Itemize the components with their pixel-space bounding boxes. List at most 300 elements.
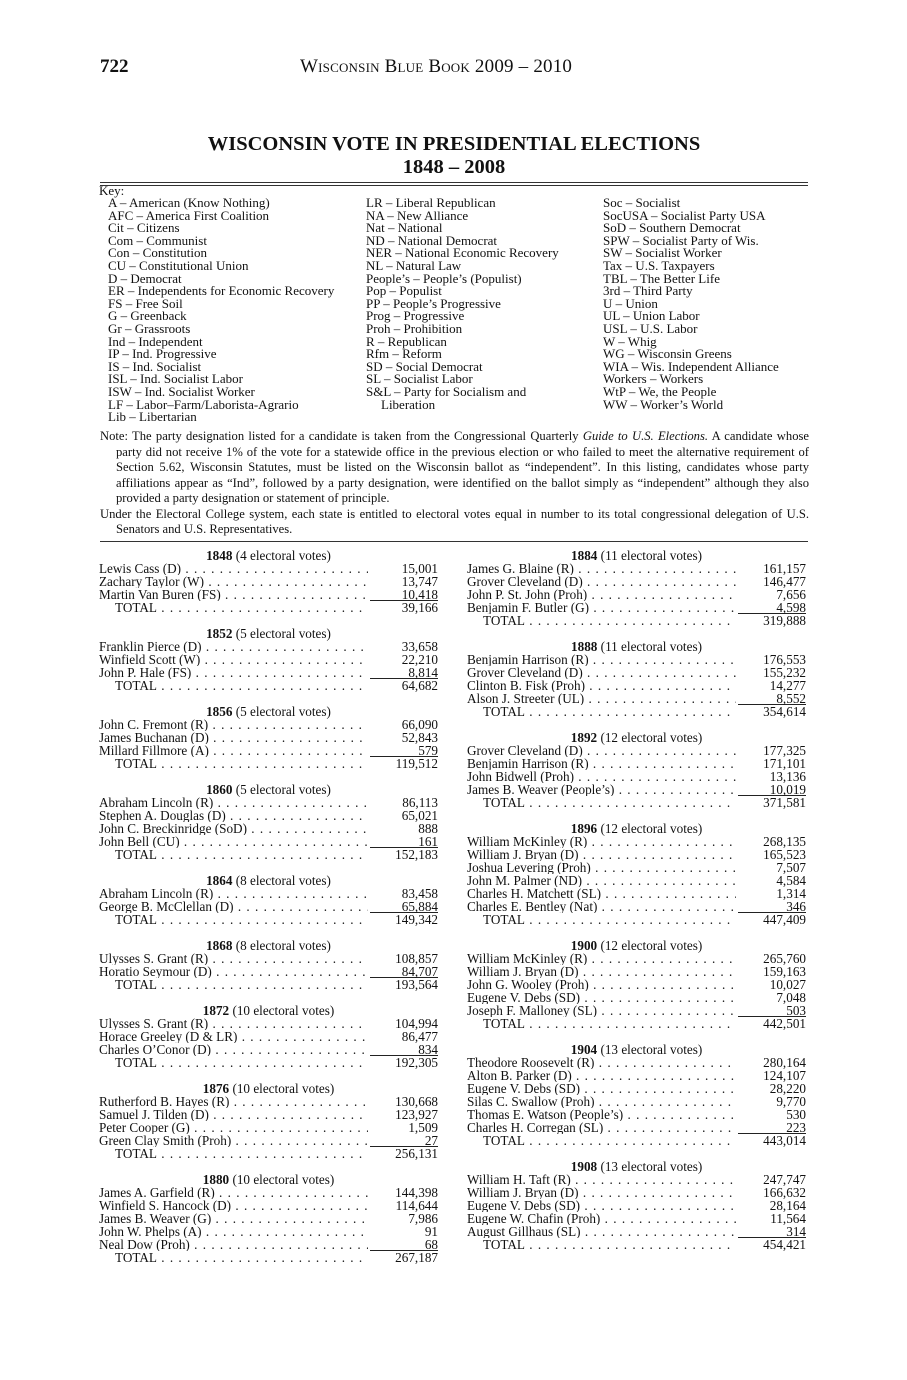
- candidate-name: John M. Palmer (ND) . . .: [467, 874, 736, 887]
- candidate-votes: 11,564: [770, 1211, 806, 1226]
- candidate-name: John Bidwell (Proh) . . .: [467, 770, 736, 783]
- candidate-row: [467, 562, 806, 575]
- candidate-votes: 86,113: [402, 795, 438, 810]
- total-votes: 447,409: [763, 912, 806, 927]
- election-heading: [467, 939, 806, 952]
- total-label: TOTAL . . .: [99, 601, 368, 614]
- candidate-name: James Buchanan (D) . . .: [99, 731, 368, 744]
- candidate-votes: 1,509: [408, 1120, 438, 1135]
- candidate-votes: 161,157: [763, 561, 806, 576]
- key-entry: WW – Worker’s World: [603, 396, 724, 412]
- candidate-votes: 7,656: [776, 587, 806, 602]
- candidate-name: William McKinley (R) . . .: [467, 952, 736, 965]
- election-heading: [99, 783, 438, 796]
- key-entry: IS – Ind. Socialist: [108, 358, 202, 374]
- candidate-votes: 114,644: [395, 1198, 438, 1213]
- candidate-votes: 104,994: [395, 1016, 438, 1031]
- page-number: 722: [100, 56, 129, 77]
- candidate-votes: 84,707: [370, 965, 438, 978]
- candidate-row: [467, 1095, 806, 1108]
- candidate-votes: 346: [738, 900, 806, 913]
- candidate-name: James B. Weaver (G) . . .: [99, 1212, 368, 1225]
- candidate-name: Rutherford B. Hayes (R) . . .: [99, 1095, 368, 1108]
- candidate-votes: 28,164: [769, 1198, 806, 1213]
- candidate-name: Joshua Levering (Proh) . . .: [467, 861, 736, 874]
- total-label: TOTAL . . .: [99, 1251, 368, 1264]
- candidate-row: [99, 1017, 438, 1030]
- candidate-votes: 161: [370, 835, 438, 848]
- candidate-name: Grover Cleveland (D) . . .: [467, 744, 736, 757]
- total-row: [467, 614, 806, 627]
- candidate-row: [467, 952, 806, 965]
- election-1856: [99, 705, 438, 770]
- electoral-votes: (13 electoral votes): [600, 1042, 703, 1057]
- candidate-row: [467, 692, 806, 705]
- key-entry: SocUSA – Socialist Party USA: [603, 207, 766, 223]
- key-entry: SPW – Socialist Party of Wis.: [603, 232, 759, 248]
- key-entry: ER – Independents for Economic Recovery: [108, 283, 335, 299]
- candidate-row: [99, 640, 438, 653]
- candidate-row: [99, 588, 438, 601]
- candidate-name: John Bell (CU) . . .: [99, 835, 368, 848]
- candidate-row: [99, 1108, 438, 1121]
- election-year: 1896: [570, 821, 598, 836]
- electoral-votes: (10 electoral votes): [232, 1081, 335, 1096]
- election-year: 1888: [571, 639, 598, 654]
- key-entry: U – Union: [603, 295, 658, 311]
- total-row: [99, 848, 438, 861]
- candidate-row: [467, 757, 806, 770]
- candidate-votes: 9,770: [776, 1094, 806, 1109]
- total-row: [99, 978, 438, 991]
- key-entry: NA – New Alliance: [366, 207, 469, 223]
- candidate-row: [467, 835, 806, 848]
- election-1904: [467, 1043, 806, 1147]
- title-line-2: 1848 – 2008: [402, 156, 506, 178]
- candidate-name: Ulysses S. Grant (R) . . .: [99, 952, 368, 965]
- election-year: 1864: [206, 873, 233, 888]
- candidate-name: Samuel J. Tilden (D) . . .: [99, 1108, 368, 1121]
- candidate-name: John G. Wooley (Proh) . . .: [467, 978, 736, 991]
- key-entry: WtP – We, the People: [603, 383, 717, 399]
- key-entry: ND – National Democrat: [366, 232, 498, 248]
- candidate-name: Horace Greeley (D & LR) . . .: [99, 1030, 368, 1043]
- total-label: TOTAL . . .: [99, 978, 368, 991]
- candidate-votes: 159,163: [763, 964, 806, 979]
- candidate-name: Eugene W. Chafin (Proh) . . .: [467, 1212, 736, 1225]
- candidate-name: Benjamin Harrison (R) . . .: [467, 653, 736, 666]
- key-entry: Proh – Prohibition: [366, 320, 463, 336]
- candidate-votes: 13,747: [401, 574, 438, 589]
- candidate-name: Silas C. Swallow (Proh) . . .: [467, 1095, 736, 1108]
- candidate-name: Winfield S. Hancock (D) . . .: [99, 1199, 368, 1212]
- candidate-name: Alton B. Parker (D) . . .: [467, 1069, 736, 1082]
- election-1892: [467, 731, 806, 809]
- candidate-name: Charles E. Bentley (Nat) . . .: [467, 900, 736, 913]
- key-entry: A – American (Know Nothing): [108, 195, 270, 210]
- candidate-row: [467, 1121, 806, 1134]
- total-row: [467, 705, 806, 718]
- electoral-votes: (8 electoral votes): [235, 873, 331, 888]
- election-1900: [467, 939, 806, 1030]
- total-row: [467, 1017, 806, 1030]
- total-row: [99, 913, 438, 926]
- book-title: Wisconsin Blue Book 2009 – 2010: [300, 56, 573, 77]
- candidate-row: [99, 1238, 438, 1251]
- key-entry: G – Greenback: [108, 308, 187, 324]
- election-year: 1880: [202, 1172, 230, 1187]
- key-entry: USL – U.S. Labor: [603, 320, 698, 336]
- election-year: 1852: [206, 626, 233, 641]
- candidate-votes: 280,164: [763, 1055, 806, 1070]
- key-entry: D – Democrat: [108, 270, 182, 286]
- candidate-name: John P. Hale (FS) . . .: [99, 666, 368, 679]
- total-label: TOTAL . . .: [467, 614, 736, 627]
- running-header: [100, 56, 812, 80]
- key-entry: R – Republican: [366, 333, 447, 349]
- candidate-votes: 171,101: [763, 756, 806, 771]
- candidate-name: William McKinley (R) . . .: [467, 835, 736, 848]
- candidate-row: [99, 1199, 438, 1212]
- election-1884: [467, 549, 806, 627]
- election-year: 1876: [202, 1081, 230, 1096]
- electoral-votes: (13 electoral votes): [600, 1159, 703, 1174]
- candidate-votes: 10,418: [370, 588, 438, 601]
- candidate-row: [99, 562, 438, 575]
- key-entry: NER – National Economic Recovery: [366, 245, 559, 261]
- total-label: TOTAL . . .: [99, 1147, 368, 1160]
- election-heading: [467, 1160, 806, 1173]
- candidate-row: [99, 1121, 438, 1134]
- election-1860: [99, 783, 438, 861]
- total-row: [99, 1056, 438, 1069]
- candidate-votes: 144,398: [395, 1185, 438, 1200]
- election-1888: [467, 640, 806, 718]
- candidate-votes: 33,658: [401, 639, 438, 654]
- total-label: TOTAL . . .: [467, 1134, 736, 1147]
- candidate-row: [99, 666, 438, 679]
- electoral-votes: (11 electoral votes): [600, 548, 702, 563]
- candidate-votes: 177,325: [763, 743, 806, 758]
- candidate-row: [99, 1134, 438, 1147]
- candidate-row: [99, 822, 438, 835]
- candidate-row: [467, 1108, 806, 1121]
- candidate-votes: 503: [738, 1004, 806, 1017]
- candidate-votes: 155,232: [763, 665, 806, 680]
- election-year: 1908: [570, 1159, 598, 1174]
- note-electoral-college: Under the Electoral College system, each state is entitled to electoral votes equal in number to its total congressional delegation of U.S. Senators and U.S. Representatives.: [100, 506, 809, 536]
- candidate-votes: 4,584: [776, 873, 806, 888]
- candidate-name: John W. Phelps (A) . . .: [99, 1225, 368, 1238]
- candidate-name: Alson J. Streeter (UL) . . .: [467, 692, 736, 705]
- candidate-name: William H. Taft (R) . . .: [467, 1173, 736, 1186]
- note-party-designation: Note: The party designation listed for a candidate is taken from the Congressional Quarterly Guide to U.S. Elections. A candidate whose party did not receive 1% of the vote for a statewide office in the previous election or who failed to meet the alternative requirement of Section 5.62, Wisconsin Statutes, must be listed on the Wisconsin ballot as “independent”. In this listing, candidates whose party affiliations appear as “Ind”, followed by a party designation, were identified on the ballot simply as “independent” although they also provided a party designation or statement of principle.: [100, 429, 809, 505]
- candidate-name: Millard Fillmore (A) . . .: [99, 744, 368, 757]
- candidate-row: [467, 1186, 806, 1199]
- candidate-row: [99, 809, 438, 822]
- election-year: 1848: [206, 548, 233, 563]
- total-votes: 443,014: [763, 1133, 806, 1148]
- total-votes: 454,421: [763, 1237, 806, 1252]
- candidate-votes: 8,552: [738, 692, 806, 705]
- key-entry: Liberation: [381, 396, 436, 412]
- candidate-votes: 52,843: [401, 730, 438, 745]
- candidate-name: Grover Cleveland (D) . . .: [467, 575, 736, 588]
- candidate-name: Charles H. Corregan (SL) . . .: [467, 1121, 736, 1134]
- key-entry: NL – Natural Law: [366, 257, 462, 273]
- candidate-name: Green Clay Smith (Proh) . . .: [99, 1134, 368, 1147]
- candidate-votes: 10,019: [738, 783, 806, 796]
- total-row: [99, 757, 438, 770]
- candidate-name: John C. Breckinridge (SoD) . . .: [99, 822, 368, 835]
- election-heading: [99, 874, 438, 887]
- candidate-row: [467, 653, 806, 666]
- election-heading: [99, 705, 438, 718]
- candidate-row: [99, 1095, 438, 1108]
- candidate-name: James A. Garfield (R) . . .: [99, 1186, 368, 1199]
- election-heading: [467, 731, 806, 744]
- key-entry: Nat – National: [366, 220, 443, 236]
- candidate-row: [99, 900, 438, 913]
- election-1876: [99, 1082, 438, 1160]
- total-votes: 39,166: [401, 600, 438, 615]
- election-1848: [99, 549, 438, 614]
- total-votes: 371,581: [763, 795, 806, 810]
- key-entry: FS – Free Soil: [108, 295, 183, 311]
- key-entry: WG – Wisconsin Greens: [603, 346, 732, 362]
- total-label: TOTAL . . .: [99, 913, 368, 926]
- election-1852: [99, 627, 438, 692]
- candidate-name: August Gillhaus (SL) . . .: [467, 1225, 736, 1238]
- candidate-votes: 1,314: [776, 886, 806, 901]
- key-entry: ISW – Ind. Socialist Worker: [108, 383, 255, 399]
- candidate-name: John P. St. John (Proh) . . .: [467, 588, 736, 601]
- key-entry: IP – Ind. Progressive: [108, 346, 217, 362]
- candidate-votes: 68: [370, 1238, 438, 1251]
- candidate-votes: 10,027: [769, 977, 806, 992]
- total-row: [467, 913, 806, 926]
- candidate-votes: 579: [370, 744, 438, 757]
- election-1908: [467, 1160, 806, 1251]
- electoral-votes: (8 electoral votes): [235, 938, 331, 953]
- candidate-votes: 247,747: [763, 1172, 806, 1187]
- candidate-name: Martin Van Buren (FS) . . .: [99, 588, 368, 601]
- total-label: TOTAL . . .: [467, 796, 736, 809]
- candidate-row: [467, 874, 806, 887]
- candidate-row: [99, 1225, 438, 1238]
- page-title: [100, 133, 808, 179]
- total-label: TOTAL . . .: [99, 1056, 368, 1069]
- notes: [100, 429, 809, 538]
- candidate-row: [467, 1082, 806, 1095]
- electoral-votes: (12 electoral votes): [600, 821, 703, 836]
- electoral-votes: (12 electoral votes): [600, 730, 703, 745]
- election-year: 1860: [206, 782, 233, 797]
- candidate-name: Zachary Taylor (W) . . .: [99, 575, 368, 588]
- election-heading: [99, 1004, 438, 1017]
- candidate-row: [467, 978, 806, 991]
- candidate-name: George B. McClellan (D) . . .: [99, 900, 368, 913]
- candidate-row: [467, 1056, 806, 1069]
- total-row: [467, 796, 806, 809]
- key-entry: TBL – The Better Life: [603, 270, 720, 286]
- candidate-row: [467, 1069, 806, 1082]
- candidate-row: [467, 575, 806, 588]
- total-label: TOTAL . . .: [467, 1017, 736, 1030]
- candidate-name: Charles O’Conor (D) . . .: [99, 1043, 368, 1056]
- total-label: TOTAL . . .: [99, 848, 368, 861]
- election-heading: [99, 939, 438, 952]
- candidate-row: [467, 770, 806, 783]
- key-entry: CU – Constitutional Union: [108, 257, 249, 273]
- candidate-row: [99, 718, 438, 731]
- electoral-votes: (10 electoral votes): [232, 1172, 335, 1187]
- candidate-name: William J. Bryan (D) . . .: [467, 965, 736, 978]
- candidate-row: [467, 679, 806, 692]
- candidate-row: [467, 601, 806, 614]
- key-entry: W – Whig: [603, 333, 657, 349]
- candidate-name: Grover Cleveland (D) . . .: [467, 666, 736, 679]
- total-votes: 119,512: [395, 756, 438, 771]
- candidate-votes: 8,814: [370, 666, 438, 679]
- candidate-votes: 65,884: [370, 900, 438, 913]
- electoral-votes: (12 electoral votes): [600, 938, 703, 953]
- total-votes: 64,682: [401, 678, 438, 693]
- election-heading: [99, 627, 438, 640]
- total-label: TOTAL . . .: [99, 679, 368, 692]
- candidate-row: [467, 1004, 806, 1017]
- key-entry: 3rd – Third Party: [603, 283, 693, 299]
- candidate-row: [467, 783, 806, 796]
- election-heading: [99, 1173, 438, 1186]
- key-entry: SL – Socialist Labor: [366, 371, 473, 387]
- candidate-votes: 15,001: [401, 561, 438, 576]
- candidate-row: [467, 588, 806, 601]
- total-label: TOTAL . . .: [99, 757, 368, 770]
- candidate-votes: 86,477: [401, 1029, 438, 1044]
- candidate-row: [99, 575, 438, 588]
- candidate-name: William J. Bryan (D) . . .: [467, 1186, 736, 1199]
- candidate-votes: 13,136: [769, 769, 806, 784]
- candidate-votes: 888: [418, 821, 438, 836]
- key-entry: Gr – Grassroots: [108, 320, 191, 336]
- candidate-row: [99, 1030, 438, 1043]
- election-year: 1872: [202, 1003, 230, 1018]
- key-entry: LF – Labor–Farm/Laborista-Agrario: [108, 396, 299, 412]
- key-entry: Ind – Independent: [108, 333, 203, 349]
- candidate-row: [99, 653, 438, 666]
- key-entry: AFC – America First Coalition: [108, 207, 270, 223]
- candidate-name: Abraham Lincoln (R) . . .: [99, 887, 368, 900]
- results-column-left: [99, 549, 438, 1277]
- electoral-votes: (4 electoral votes): [235, 548, 331, 563]
- candidate-row: [99, 731, 438, 744]
- candidate-row: [99, 1212, 438, 1225]
- key-column-1: [108, 197, 334, 424]
- candidate-name: Charles H. Matchett (SL) . . .: [467, 887, 736, 900]
- key-column-2: [366, 197, 559, 411]
- candidate-row: [467, 744, 806, 757]
- notes-rule: [100, 541, 808, 542]
- candidate-votes: 314: [738, 1225, 806, 1238]
- total-votes: 319,888: [763, 613, 806, 628]
- election-1872: [99, 1004, 438, 1069]
- total-votes: 256,131: [395, 1146, 438, 1161]
- election-1896: [467, 822, 806, 926]
- electoral-votes: (5 electoral votes): [235, 782, 331, 797]
- total-votes: 192,305: [395, 1055, 438, 1070]
- candidate-row: [467, 1225, 806, 1238]
- total-votes: 152,183: [395, 847, 438, 862]
- candidate-name: Winfield Scott (W) . . .: [99, 653, 368, 666]
- key-entry: Soc – Socialist: [603, 195, 681, 210]
- key-column-3: [603, 197, 779, 411]
- candidate-row: [467, 887, 806, 900]
- key-entry: Cit – Citizens: [108, 220, 180, 236]
- candidate-votes: 834: [370, 1043, 438, 1056]
- candidate-votes: 166,632: [763, 1185, 806, 1200]
- candidate-votes: 83,458: [401, 886, 438, 901]
- candidate-name: John C. Fremont (R) . . .: [99, 718, 368, 731]
- candidate-votes: 165,523: [763, 847, 806, 862]
- electoral-votes: (11 electoral votes): [600, 639, 702, 654]
- candidate-row: [467, 848, 806, 861]
- key-entry: SW – Socialist Worker: [603, 245, 722, 261]
- election-1868: [99, 939, 438, 991]
- key-entry: Pop – Populist: [366, 283, 442, 299]
- title-line-1: WISCONSIN VOTE IN PRESIDENTIAL ELECTIONS: [207, 133, 701, 155]
- title-rule: [100, 182, 808, 186]
- key-entry: Prog – Progressive: [366, 308, 465, 324]
- electoral-votes: (5 electoral votes): [235, 626, 331, 641]
- total-label: TOTAL . . .: [467, 705, 736, 718]
- candidate-row: [99, 887, 438, 900]
- candidate-votes: 7,048: [776, 990, 806, 1005]
- results-column-right: [467, 549, 806, 1264]
- total-votes: 354,614: [763, 704, 806, 719]
- key-entry: Tax – U.S. Taxpayers: [603, 257, 715, 273]
- election-year: 1884: [571, 548, 598, 563]
- candidate-votes: 223: [738, 1121, 806, 1134]
- candidate-name: Peter Cooper (G) . . .: [99, 1121, 368, 1134]
- candidate-votes: 265,760: [763, 951, 806, 966]
- candidate-name: James G. Blaine (R) . . .: [467, 562, 736, 575]
- key-entry: People’s – People’s (Populist): [366, 270, 522, 286]
- candidate-votes: 130,668: [395, 1094, 438, 1109]
- candidate-votes: 146,477: [763, 574, 806, 589]
- candidate-row: [467, 1199, 806, 1212]
- election-year: 1892: [570, 730, 598, 745]
- candidate-votes: 124,107: [763, 1068, 806, 1083]
- total-row: [467, 1134, 806, 1147]
- candidate-name: Horatio Seymour (D) . . .: [99, 965, 368, 978]
- candidate-row: [467, 991, 806, 1004]
- candidate-row: [467, 1212, 806, 1225]
- candidate-row: [99, 744, 438, 757]
- key-entry: Workers – Workers: [603, 371, 704, 387]
- key-entry: LR – Liberal Republican: [366, 195, 496, 210]
- candidate-votes: 530: [786, 1107, 806, 1122]
- candidate-row: [99, 1043, 438, 1056]
- election-heading: [99, 1082, 438, 1095]
- electoral-votes: (5 electoral votes): [235, 704, 331, 719]
- candidate-name: Theodore Roosevelt (R) . . .: [467, 1056, 736, 1069]
- candidate-name: Benjamin Harrison (R) . . .: [467, 757, 736, 770]
- candidate-votes: 123,927: [395, 1107, 438, 1122]
- total-row: [99, 679, 438, 692]
- key-entry: WIA – Wis. Independent Alliance: [603, 358, 779, 374]
- candidate-votes: 108,857: [395, 951, 438, 966]
